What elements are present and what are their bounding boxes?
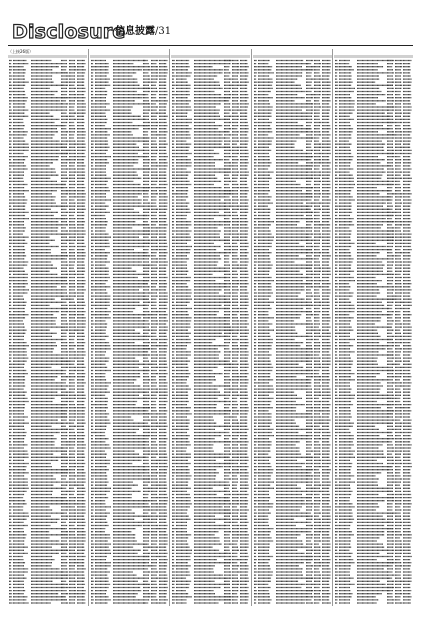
listing-column-3 [171, 49, 250, 606]
newspaper-brand [368, 23, 414, 39]
table-header-band [253, 55, 332, 58]
section-title-text: 信息披露 [115, 26, 155, 37]
column-head: （上接26版） [8, 49, 34, 54]
listing-column-2 [90, 49, 169, 606]
masthead-rule [8, 45, 413, 46]
table-header-band [171, 55, 250, 58]
listing-column-1 [8, 49, 87, 606]
table-header-band [334, 55, 413, 58]
edition-date [310, 27, 370, 37]
listing-table [171, 55, 250, 605]
disclosure-wordmark: Disclosure [12, 21, 126, 43]
listing-table [334, 55, 413, 605]
table-header-band [90, 55, 169, 58]
page-number: /31 [155, 26, 172, 37]
listing-table [253, 55, 332, 605]
footer-mark [385, 606, 411, 612]
listing-column-5 [334, 49, 413, 606]
listing-column-4 [253, 49, 332, 606]
listing-table [8, 55, 87, 605]
masthead [8, 20, 413, 44]
listing-columns [8, 49, 413, 606]
listing-table [90, 55, 169, 605]
table-header-band [8, 55, 87, 58]
section-title [115, 24, 172, 40]
